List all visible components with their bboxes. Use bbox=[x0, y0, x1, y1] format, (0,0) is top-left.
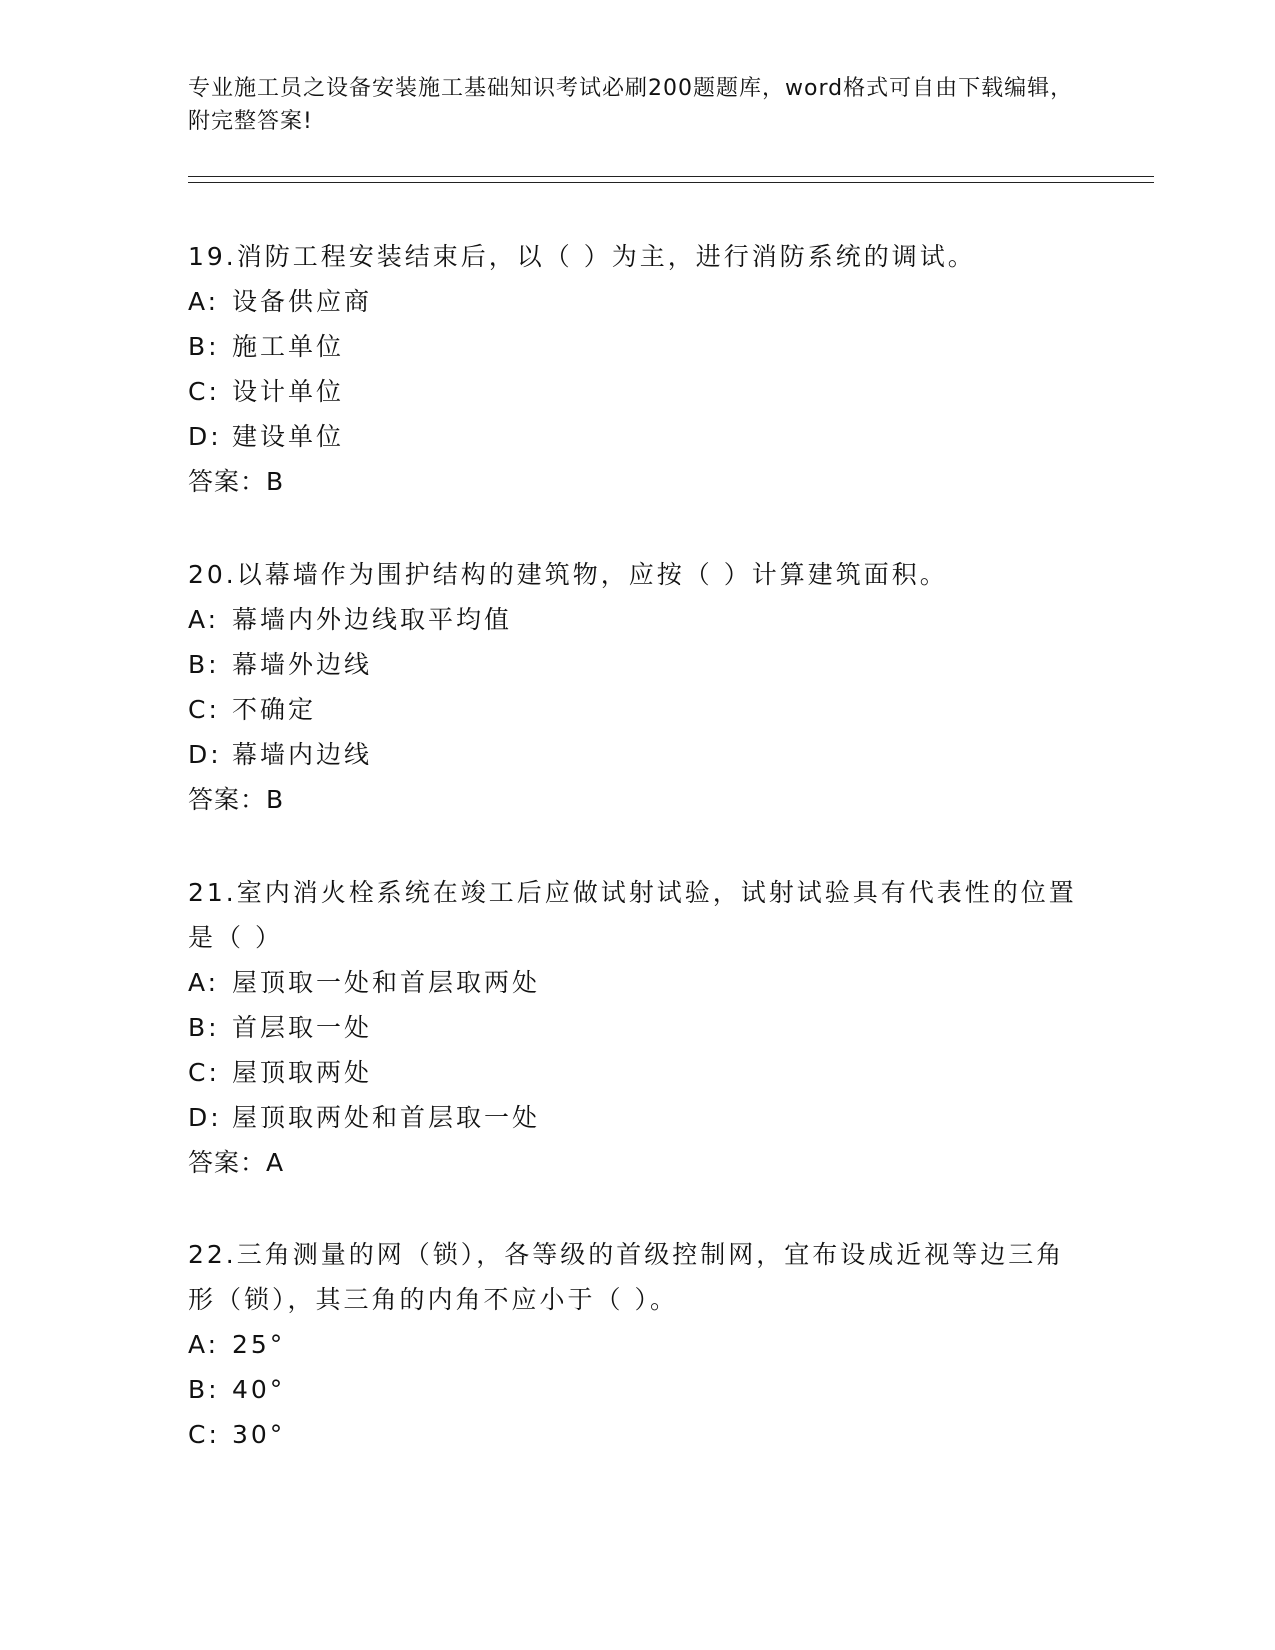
option-d bbox=[188, 1095, 1088, 1140]
answer-line: 答案：B bbox=[188, 785, 285, 814]
question-stem: 19.消防工程安装结束后，以（ ）为主，进行消防系统的调试。 bbox=[188, 242, 976, 271]
header-rule-top bbox=[188, 176, 1154, 177]
option-c bbox=[188, 687, 1088, 732]
option-text: 设备供应商 bbox=[232, 287, 373, 316]
option-text: 屋顶取两处 bbox=[232, 1058, 373, 1087]
option-b bbox=[188, 642, 1088, 687]
option-text: 屋顶取两处和首层取一处 bbox=[232, 1103, 541, 1132]
option-letter: C: bbox=[188, 1058, 220, 1087]
document-header-title: 专业施工员之设备安装施工基础知识考试必刷200题题库，word格式可自由下载编辑，附完整答案! bbox=[188, 76, 1074, 134]
option-c bbox=[188, 369, 1088, 414]
option-text: 设计单位 bbox=[232, 377, 345, 406]
option-a bbox=[188, 279, 1088, 324]
option-letter: C: bbox=[188, 377, 220, 406]
option-text: 不确定 bbox=[232, 695, 317, 724]
question-22 bbox=[188, 1232, 1088, 1457]
option-a bbox=[188, 597, 1088, 642]
option-b bbox=[188, 324, 1088, 369]
option-letter: D: bbox=[188, 740, 222, 769]
option-letter: A: bbox=[188, 968, 220, 997]
question-stem: 21.室内消火栓系统在竣工后应做试射试验，试射试验具有代表性的位置是（ ） bbox=[188, 878, 1077, 952]
option-text: 25° bbox=[232, 1330, 286, 1359]
question-19 bbox=[188, 234, 1088, 504]
option-letter: B: bbox=[188, 1013, 220, 1042]
option-letter: B: bbox=[188, 650, 220, 679]
option-text: 40° bbox=[232, 1375, 286, 1404]
option-a bbox=[188, 1322, 1088, 1367]
option-text: 幕墙内外边线取平均值 bbox=[232, 605, 513, 634]
option-letter: A: bbox=[188, 287, 220, 316]
option-letter: D: bbox=[188, 1103, 222, 1132]
header-rule-bottom bbox=[188, 182, 1154, 183]
question-21 bbox=[188, 870, 1088, 1185]
option-text: 30° bbox=[232, 1420, 286, 1449]
option-text: 施工单位 bbox=[232, 332, 345, 361]
option-letter: B: bbox=[188, 1375, 220, 1404]
option-d bbox=[188, 414, 1088, 459]
answer-line: 答案：B bbox=[188, 467, 285, 496]
answer-line: 答案：A bbox=[188, 1148, 285, 1177]
option-text: 幕墙外边线 bbox=[232, 650, 373, 679]
question-20 bbox=[188, 552, 1088, 822]
option-a bbox=[188, 960, 1088, 1005]
option-text: 屋顶取一处和首层取两处 bbox=[232, 968, 541, 997]
option-b bbox=[188, 1005, 1088, 1050]
option-letter: B: bbox=[188, 332, 220, 361]
option-text: 建设单位 bbox=[232, 422, 345, 451]
option-text: 幕墙内边线 bbox=[232, 740, 373, 769]
option-text: 首层取一处 bbox=[232, 1013, 373, 1042]
option-c bbox=[188, 1412, 1088, 1457]
option-letter: A: bbox=[188, 605, 220, 634]
question-stem: 22.三角测量的网（锁），各等级的首级控制网，宜布设成近视等边三角形（锁），其三角的内角不应小于（ ）。 bbox=[188, 1240, 1065, 1314]
option-d bbox=[188, 732, 1088, 777]
option-b bbox=[188, 1367, 1088, 1412]
option-letter: C: bbox=[188, 1420, 220, 1449]
question-stem: 20.以幕墙作为围护结构的建筑物，应按（ ）计算建筑面积。 bbox=[188, 560, 948, 589]
option-letter: A: bbox=[188, 1330, 220, 1359]
option-letter: D: bbox=[188, 422, 222, 451]
option-c bbox=[188, 1050, 1088, 1095]
option-letter: C: bbox=[188, 695, 220, 724]
